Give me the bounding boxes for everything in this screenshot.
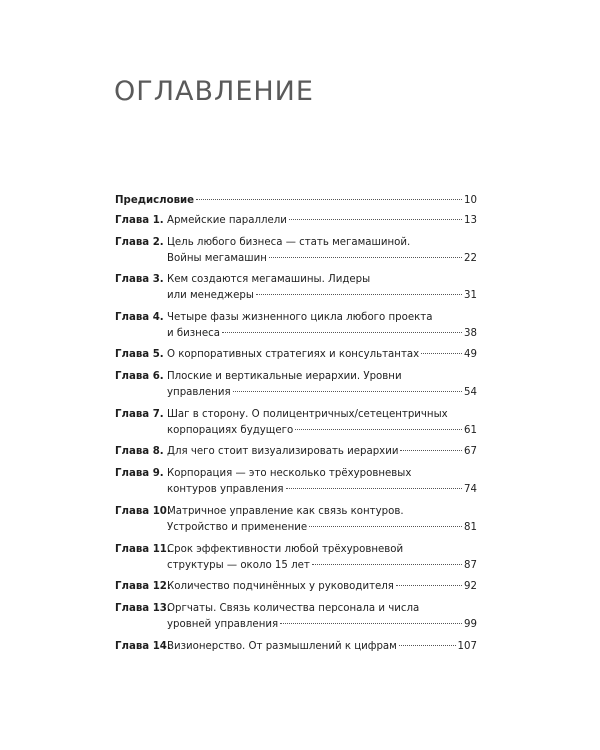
- chapter-number: Глава 9.: [115, 468, 164, 479]
- chapter-title-line: Четыре фазы жизненного цикла любого проекта: [167, 312, 433, 323]
- chapter-title-line: управления: [167, 387, 231, 398]
- page-number: 107: [457, 641, 477, 652]
- toc-entry: [115, 310, 477, 342]
- toc-entry: [115, 444, 477, 460]
- page-number: 74: [464, 484, 477, 495]
- toc-entry-preface: [115, 193, 477, 209]
- chapter-number: Глава 1.: [115, 215, 164, 226]
- dot-leader: [269, 257, 462, 258]
- chapter-number: Глава 8.: [115, 446, 164, 457]
- chapter-number: Глава 14.: [115, 641, 171, 652]
- chapter-title-line: Цель любого бизнеса — стать мегамашиной.: [167, 237, 411, 248]
- chapter-number: Глава 2.: [115, 237, 164, 248]
- chapter-title-line: контуров управления: [167, 484, 284, 495]
- dot-leader: [233, 391, 462, 392]
- preface-label: Предисловие: [115, 195, 195, 206]
- chapter-title-line: Войны мегамашин: [167, 253, 267, 264]
- dot-leader: [399, 645, 456, 646]
- chapter-number: Глава 5.: [115, 349, 164, 360]
- dot-leader: [295, 429, 462, 430]
- chapter-title-line: Плоские и вертикальные иерархии. Уровни: [167, 371, 402, 382]
- dot-leader: [396, 585, 462, 586]
- chapter-title-line: Оргчаты. Связь количества персонала и числа: [167, 603, 420, 614]
- toc-entry: [115, 504, 477, 536]
- chapter-title-line: Кем создаются мегамашины. Лидеры: [167, 274, 371, 285]
- page-number: 13: [464, 215, 477, 226]
- chapter-number: Глава 13.: [115, 603, 171, 614]
- table-of-contents: [115, 193, 477, 655]
- chapter-number: Глава 12.: [115, 581, 171, 592]
- toc-entry: [115, 407, 477, 439]
- dot-leader: [309, 526, 462, 527]
- toc-entry: [115, 213, 477, 229]
- toc-entry: [115, 542, 477, 574]
- chapter-title-line: О корпоративных стратегиях и консультантах: [167, 349, 420, 360]
- page-number: 99: [464, 619, 477, 630]
- chapter-title-line: корпорациях будущего: [167, 425, 294, 436]
- chapter-title-line: или менеджеры: [167, 290, 254, 301]
- chapter-number: Глава 7.: [115, 409, 164, 420]
- chapter-title-line: Армейские параллели: [167, 215, 287, 226]
- toc-entry: [115, 347, 477, 363]
- chapter-title-line: структуры — около 15 лет: [167, 560, 310, 571]
- page-number: 61: [464, 425, 477, 436]
- page-number: 31: [464, 290, 477, 301]
- dot-leader: [289, 219, 462, 220]
- chapter-title-line: Корпорация — это несколько трёхуровневых: [167, 468, 412, 479]
- chapter-title-line: Количество подчинённых у руководителя: [167, 581, 394, 592]
- toc-entry: [115, 235, 477, 267]
- toc-entry: [115, 369, 477, 401]
- preface-page: 10: [464, 195, 477, 206]
- dot-leader: [222, 332, 462, 333]
- chapter-title-line: Для чего стоит визуализировать иерархии: [167, 446, 399, 457]
- chapter-title-line: Устройство и применение: [167, 522, 308, 533]
- dot-leader: [421, 353, 462, 354]
- toc-entry: [115, 466, 477, 498]
- dot-leader: [400, 450, 462, 451]
- chapter-number: Глава 3.: [115, 274, 164, 285]
- toc-entry: [115, 579, 477, 595]
- page-number: 87: [464, 560, 477, 571]
- dot-leader: [312, 564, 462, 565]
- dot-leader: [280, 623, 462, 624]
- page-number: 81: [464, 522, 477, 533]
- toc-list: [115, 213, 477, 655]
- page-number: 49: [464, 349, 477, 360]
- dot-leader: [196, 199, 462, 200]
- page-number: 92: [464, 581, 477, 592]
- chapter-number: Глава 10.: [115, 506, 171, 517]
- chapter-number: Глава 4.: [115, 312, 164, 323]
- page-number: 67: [464, 446, 477, 457]
- toc-entry: [115, 272, 477, 304]
- chapter-title-line: Шаг в сторону. О полицентричных/сетецентричных: [167, 409, 448, 420]
- dot-leader: [256, 294, 462, 295]
- page-number: 38: [464, 328, 477, 339]
- page-number: 22: [464, 253, 477, 264]
- chapter-title-line: и бизнеса: [167, 328, 220, 339]
- toc-entry: [115, 601, 477, 633]
- page-number: 54: [464, 387, 477, 398]
- chapter-title-line: Матричное управление как связь контуров.: [167, 506, 404, 517]
- chapter-number: Глава 6.: [115, 371, 164, 382]
- chapter-number: Глава 11.: [115, 544, 171, 555]
- page-title: ОГЛАВЛЕНИЕ: [114, 76, 314, 107]
- chapter-title-line: Визионерство. От размышлений к цифрам: [167, 641, 397, 652]
- chapter-title-line: уровней управления: [167, 619, 279, 630]
- dot-leader: [286, 488, 462, 489]
- chapter-title-line: Срок эффективности любой трёхуровневой: [167, 544, 404, 555]
- toc-entry: [115, 639, 477, 655]
